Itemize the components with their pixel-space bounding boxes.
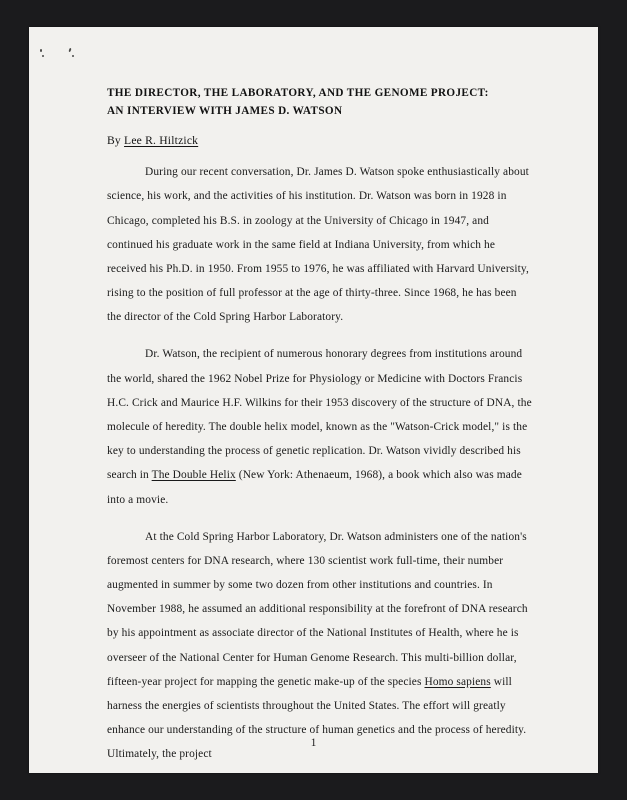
document-page [29, 27, 598, 773]
paragraph-3-text: At the Cold Spring Harbor Laboratory, Dr. Watson administers one of the nation's foremost centers for DNA research, where 130 scientist work full-time, their number augmented in summer by some two dozen from other institutions and countries. In November 1988, he assumed an additional responsibility at the forefront of DNA research by his appointment as associate director of the National Institutes of Health, where he is overseer of the National Center for Human Genome Research. This multi-billion dollar, fifteen-year project for mapping the genetic make-up of the species [107, 530, 528, 688]
title-line-2: AN INTERVIEW WITH JAMES D. WATSON [107, 105, 343, 118]
byline-author: Lee R. Hiltzick [124, 134, 199, 148]
book-title-reference: The Double Helix [151, 469, 236, 482]
paragraph-2-tail: (New York: Athenaeum, 1968), a book which also was made into a movie. [107, 469, 522, 506]
byline [107, 134, 532, 147]
speck-icon [68, 48, 71, 52]
speck-icon [40, 49, 42, 52]
byline-prefix: By [107, 134, 125, 148]
paragraph-3-tail: will harness the energies of scientists throughout the United States. The effort will greatly enhance our understanding of the structure of human genetics and the process of heredity. Ultimately, the project [107, 675, 527, 761]
paragraph-2-text: Dr. Watson, the recipient of numerous honorary degrees from institutions around the world, shared the 1962 Nobel Prize for Physiology or Medicine with Doctors Francis H.C. Crick and Maurice H.F. Wilkins for their 1953 discovery of the structure of DNA, the molecule of heredity. The double helix model, known as the "Watson-Crick model," is the key to understanding the process of genetic replication. Dr. Watson vividly described his search in [107, 348, 532, 482]
speck-icon [72, 55, 74, 57]
paragraph-1: During our recent conversation, Dr. James D. Watson spoke enthusiastically about science, his work, and the activities of his institution. Dr. Watson was born in 1928 in Chicago, completed his B.S. in zoology at the University of Chicago in 1947, and continued his graduate work in the same field at Indiana University, from which he received his Ph.D. in 1950. From 1955 to 1976, he was affiliated with Harvard University, rising to the position of full professor at the age of thirty-three. Since 1968, he has been the director of the Cold Spring Harbor Laboratory. [107, 166, 529, 324]
paragraph-2 [107, 342, 532, 511]
document-body [107, 84, 532, 766]
speck-icon [42, 55, 44, 57]
species-name: Homo sapiens [424, 675, 491, 688]
page-number: 1 [310, 737, 317, 749]
paragraph-3 [107, 525, 532, 767]
page-title [107, 84, 532, 120]
title-line-1: THE DIRECTOR, THE LABORATORY, AND THE GENOME PROJECT: [107, 87, 489, 99]
